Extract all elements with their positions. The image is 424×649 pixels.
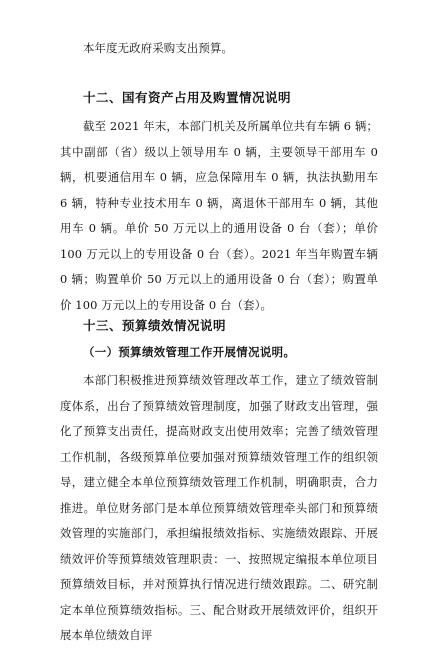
performance-paragraph: 本部门积极推进预算绩效管理改革工作，建立了绩效管制度体系，出台了预算绩效管理制度，加强了财政支出管理，强化了预算支出责任，提高财政支出使用效率；完善了绩效管理工作机制，各级预算单位要加强对预算绩效管理工作的组织领导，建立健全本单位预算绩效管理工作机制，明确职责，合力推进。单位财务部门是本单位预算绩效管理牵头部门和预算绩效管理的实施部门，承担编报绩效指标、实施绩效跟踪、开展绩效评价等预算绩效管理职责：一、按照规定编报本单位项目预算绩效目标，并对预算执行情况进行绩效跟踪。二、研究制定本单位预算绩效指标。三、配合财政开展绩效评价，组织开展本单位绩效自评 bbox=[60, 373, 378, 642]
assets-paragraph: 截至 2021 年末，本部门机关及所属单位共有车辆 6 辆；其中副部（省）级以上领导用车 0 辆，主要领导干部用车 0 辆，机要通信用车 0 辆，应急保障用车 0 辆，执法执勤用车 6 辆，特种专业技术用车 0 辆，离退休干部用车 0 辆，其他用车 0 辆。单价 50 万元以上的通用设备 0 台（套）；单价 100 万元以上的专用设备 0 台（套）。2021 年当年购置车辆 0 辆；购置单价 50 万元以上的通用设备 0 台（套）；购置单价 100 万元以上的专用设备 0 台（套）。 bbox=[60, 119, 378, 312]
performance-subheading: （一）预算绩效管理工作开展情况说明。 bbox=[83, 345, 296, 359]
no-procurement-paragraph: 本年度无政府采购支出预算。 bbox=[83, 41, 234, 55]
section-12-heading: 十二、国有资产占用及购置情况说明 bbox=[83, 90, 292, 105]
section-13-heading: 十三、预算绩效情况说明 bbox=[83, 318, 227, 333]
